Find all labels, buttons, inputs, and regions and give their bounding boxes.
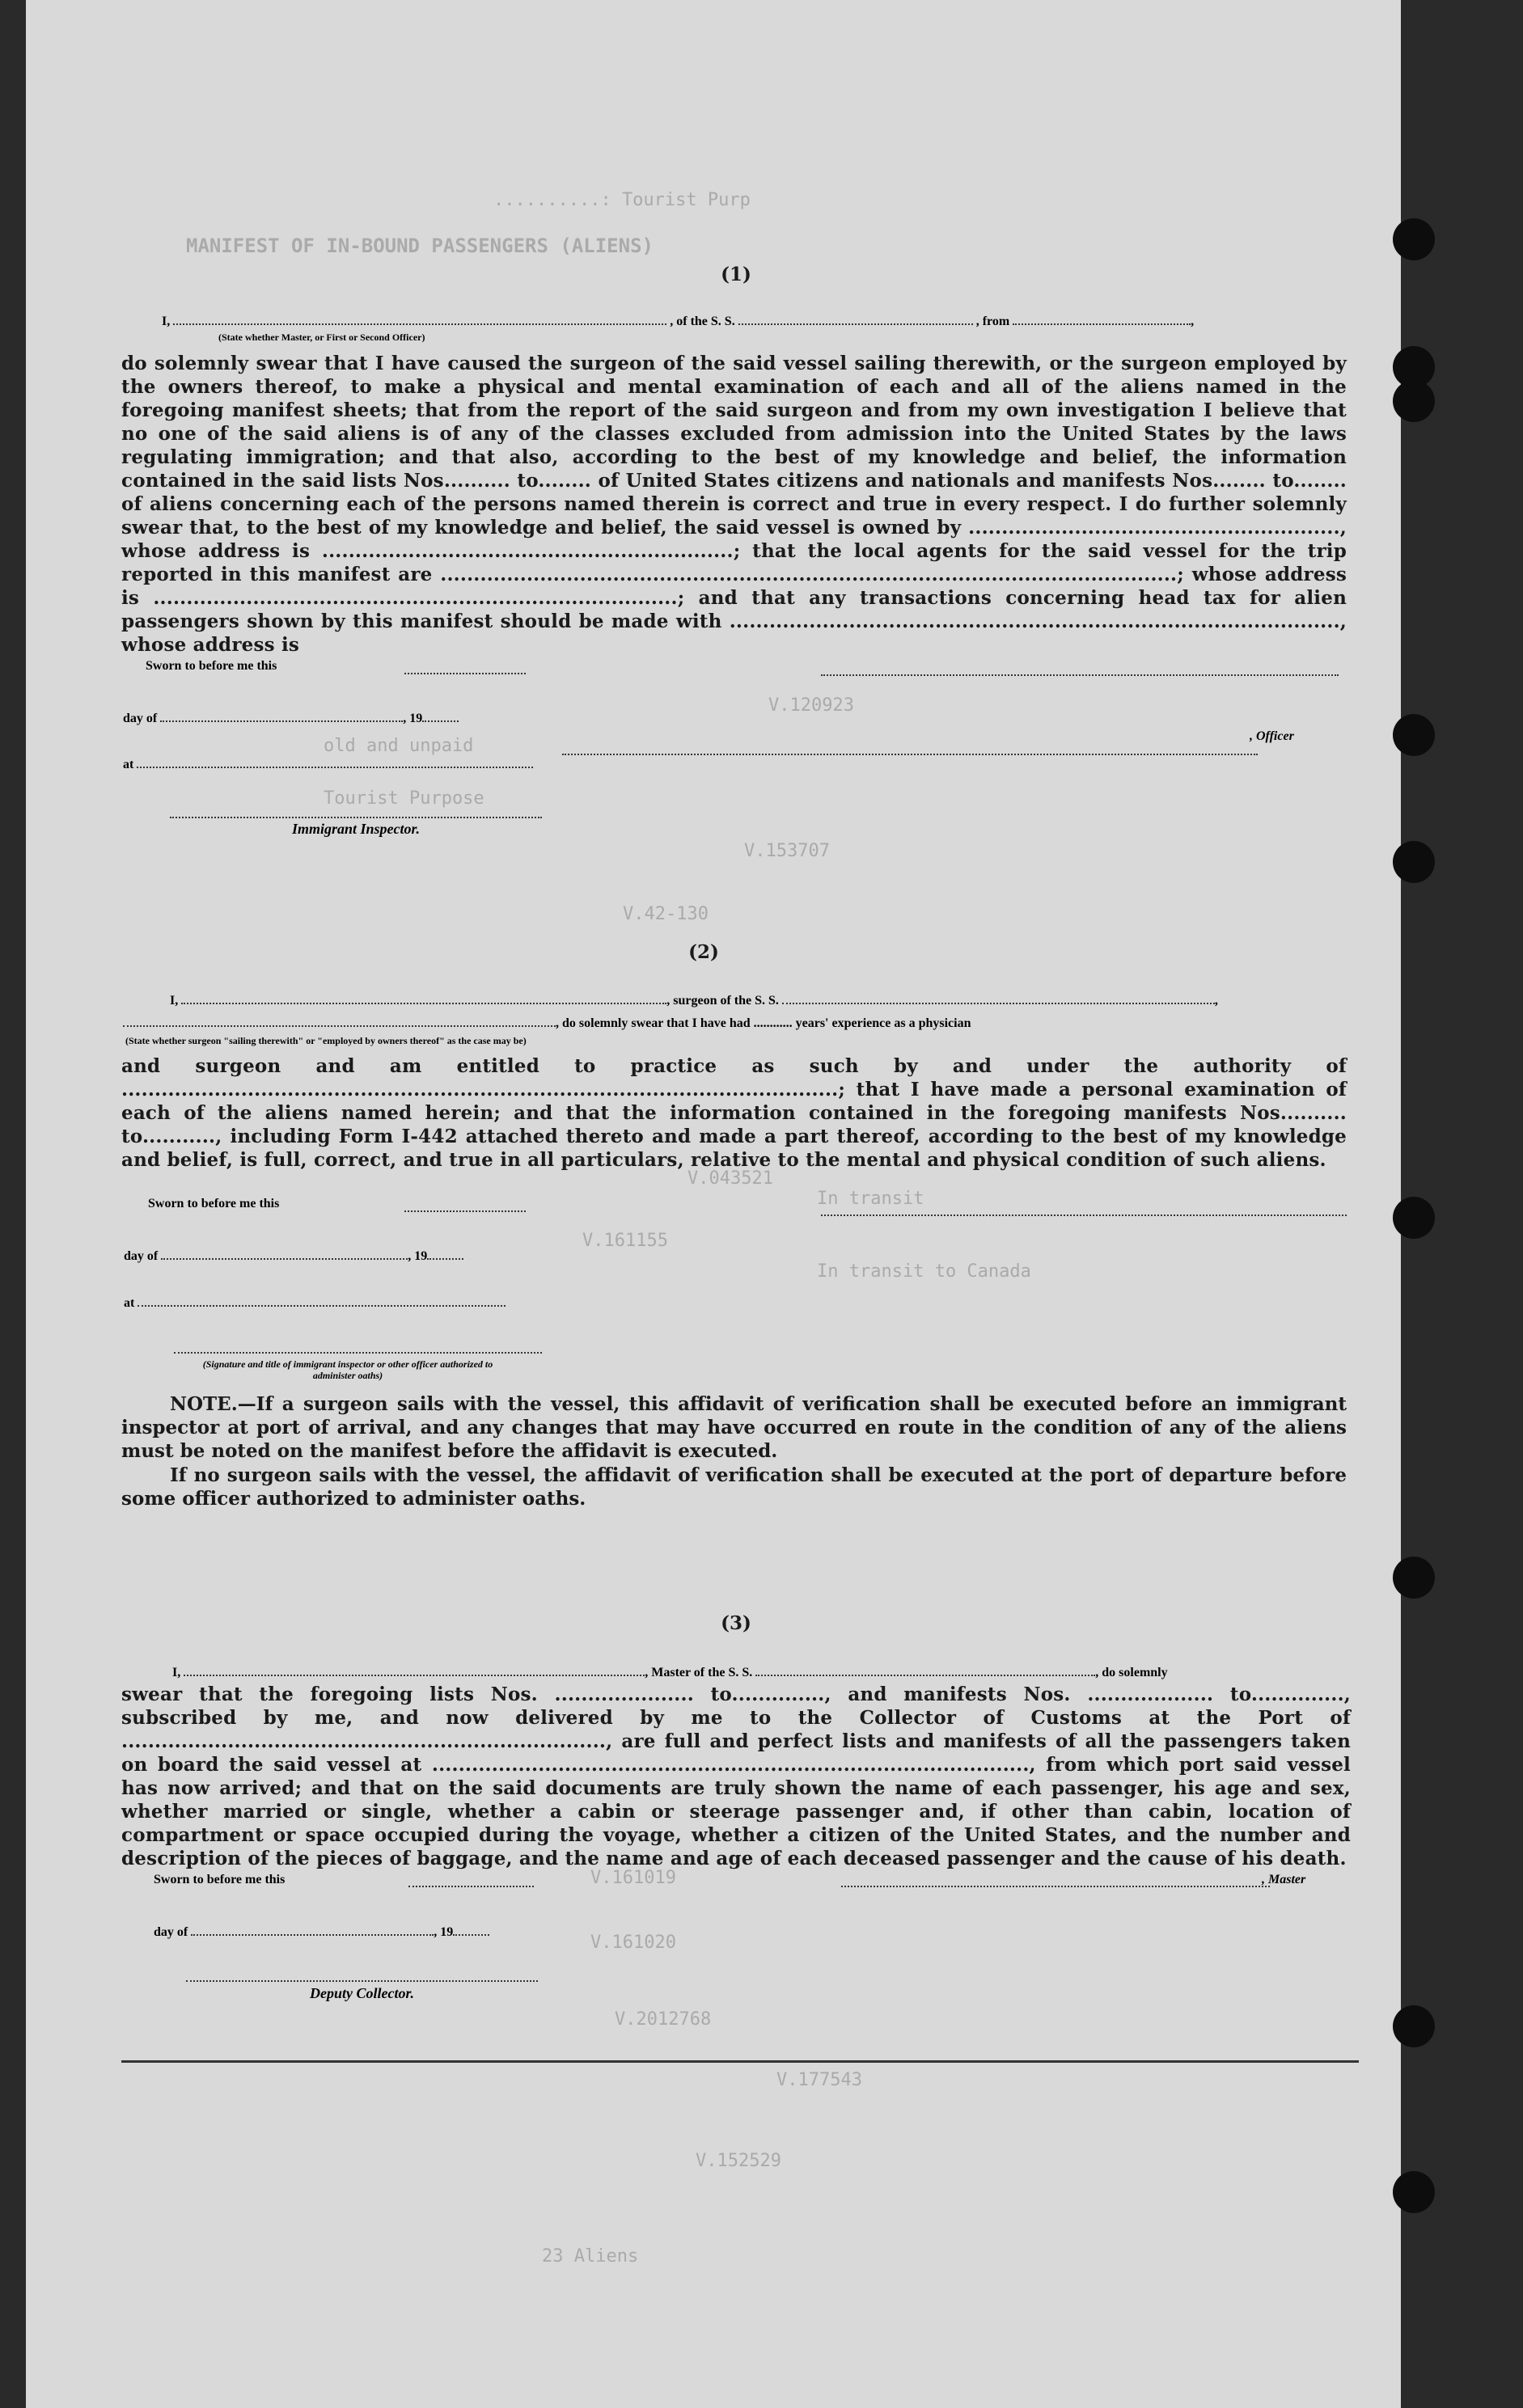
section-1 [121,263,1351,286]
bleed-through-text: 23 Aliens [542,2246,639,2266]
bleed-through-text: V.161020 [590,1933,676,1953]
master-label: , Master [1262,1873,1306,1886]
bleed-through-text: MANIFEST OF IN-BOUND PASSENGERS (ALIENS) [186,234,654,257]
day-of-label: day of , 19 [154,1920,489,1940]
bleed-through-text: V.152529 [696,2151,781,2171]
bleed-through-text: In transit [817,1189,924,1209]
immigrant-inspector-caption: Immigrant Inspector. [291,821,421,837]
section-2 [623,940,785,964]
sworn-label: Sworn to before me this [154,1873,286,1886]
bleed-through-text: V.153707 [744,841,830,861]
section-2-subnote: (State whether surgeon "sailing therewith" or "employed by owners thereof" as the case may be) [125,1035,527,1046]
bleed-through-text: V.177543 [776,2070,862,2090]
bleed-through-text: V.120923 [768,695,854,716]
bleed-through-text: V.42-130 [623,904,709,924]
sworn-label: Sworn to before me this [146,659,277,673]
section-2-line-2: , do solemnly swear that I have had ............ years' experience as a physician [123,1011,971,1031]
section-3-line-1: I, , Master of the S. S. , do solemnly [172,1660,1168,1680]
punch-hole [1393,1197,1435,1239]
day-of-label: day of , 19 [124,1244,463,1264]
at-label: at [123,752,533,772]
bleed-through-text: V.043521 [687,1168,773,1189]
punch-hole [1393,2171,1435,2213]
punch-hole [1393,714,1435,756]
bleed-through-text: ..........: Tourist Purp [493,190,751,210]
bottom-rule [121,2060,1359,2063]
at-label: at [124,1291,506,1311]
sworn-label: Sworn to before me this [148,1197,280,1210]
signature-note: (Signature and title of immigrant inspector or other officer authorized to administer oaths) [202,1358,493,1381]
section-number: (2) [688,941,719,963]
bleed-through-text: V.2012768 [615,2009,712,2030]
punch-hole [1393,1557,1435,1599]
section-3 [671,1612,801,1635]
section-2-body: and surgeon and am entitled to practice as such by and under the authority of ............................................................................................................; that I have made a personal examination of each of the aliens named herein; and that the information contained in the foregoing manifests Nos.......... to..........., including Form I-442 attached thereto and made a part thereof, according to the best of my knowledge and belief, is full, correct, and true in all particulars, relative to the mental and physical condition of such aliens. [121,1055,1347,1171]
section-number: (1) [721,264,751,285]
bleed-through-text: V.161155 [582,1231,668,1251]
section-1-body: do solemnly swear that I have caused the surgeon of the said vessel sailing therewith, or the surgeon employed by the owners thereof, to make a physical and mental examination of each and all of the aliens named in the foregoing manifest sheets; that from the report of the said surgeon and from my own investigation I believe that no one of the said aliens is of any of the classes excluded from admission into the United States by the laws regulating immigration; and that also, according to the best of my knowledge and belief, the information contained in the said lists Nos.......... to........ of United States citizens and nationals and manifests Nos........ to........ of aliens concerning each of the persons named therein is correct and true in every respect. I do further solemnly swear that, to the best of my knowledge and belief, the said vessel is owned by ........................................................, whose address is ..............................................................; that the local agents for the said vessel for the trip reported in this manifest are ...............................................................................................................; whose address is ...............................................................................; and that any transactions concerning head tax for alien passengers shown by this manifest should be made with ............................................................................................, whose address is [121,353,1347,656]
section-1-line-1: I, , of the S. S. , from , [162,309,1343,329]
punch-hole [1393,841,1435,883]
bleed-through-text: In transit to Canada [817,1261,1031,1282]
section-1-subnote: (State whether Master, or First or Second Officer) [218,332,425,343]
deputy-collector-caption: Deputy Collector. [310,1985,414,2001]
bleed-through-text: Tourist Purpose [324,788,484,809]
note-paragraph: NOTE.—If a surgeon sails with the vessel, this affidavit of verification shall be executed before an immigrant inspector at port of arrival, and any changes that may have occurred en route in the condition of any of the aliens must be noted on the manifest before the affidavit is executed. [121,1393,1347,1462]
bleed-through-text: V.161019 [590,1868,676,1888]
section-3-body: swear that the foregoing lists Nos. ..................... to.............., and manifests Nos. ................... to.............., subscribed by me, and now delivered by me to the Collector of Customs at the Port of ........................................................................., are full and perfect lists and manifests of all the passengers taken on board the said vessel at .........................................................................................., from which port said vessel has now arrived; and that on the said documents are truly shown the name of each passenger, his age and sex, whether married or single, whether a cabin or steerage passenger and, if other than cabin, location of compartment or space occupied during the voyage, whether a citizen of the United States, and the number and description of the pieces of baggage, and the name and age of each deceased passenger and the cause of his death. [121,1683,1351,1869]
section-number: (3) [721,1612,751,1634]
note-paragraph: If no surgeon sails with the vessel, the affidavit of verification shall be executed at the port of departure before some officer authorized to administer oaths. [121,1464,1347,1510]
day-of-label: day of , 19 [123,706,459,726]
section-2-line-1: I, , surgeon of the S. S. , [170,988,1218,1008]
punch-hole [1393,380,1435,422]
officer-label: , Officer [1250,729,1294,743]
punch-hole [1393,218,1435,260]
punch-hole [1393,2005,1435,2047]
bleed-through-text: old and unpaid [324,736,474,756]
